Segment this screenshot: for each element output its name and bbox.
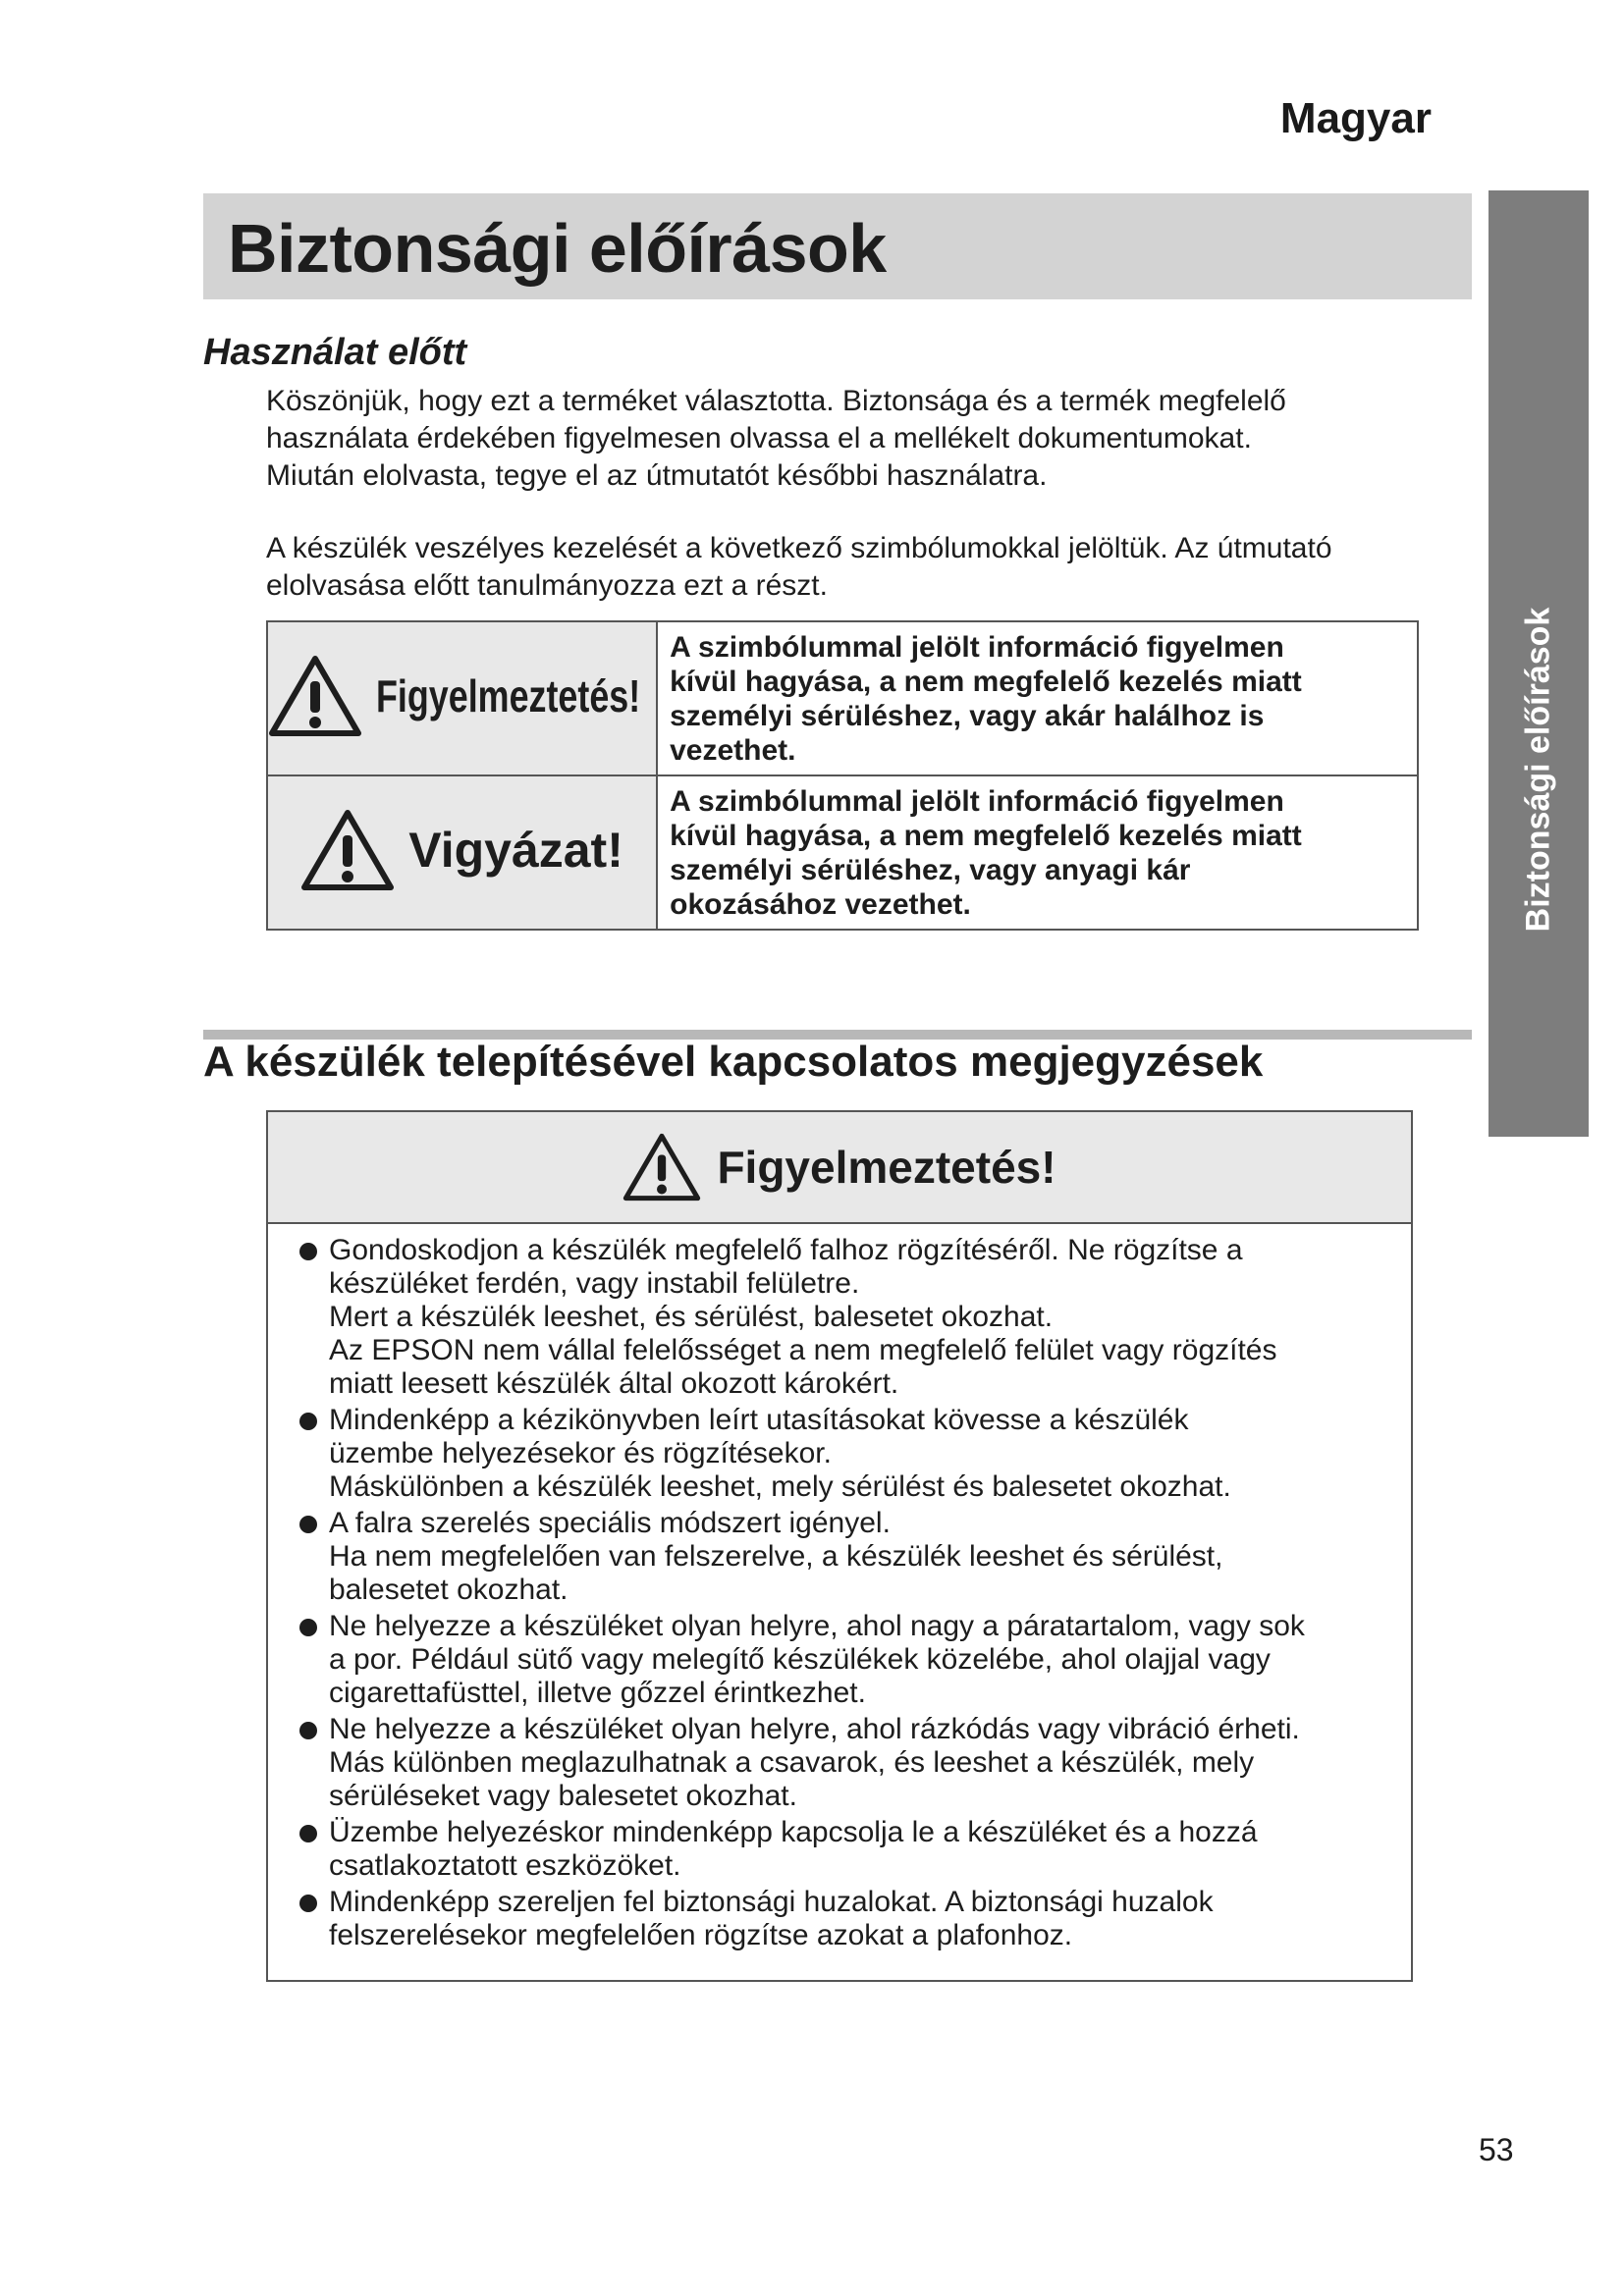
text-line: Máskülönben a készülék leeshet, mely sérülést és balesetet okozhat. xyxy=(329,1470,1231,1503)
text-line: személyi sérüléshez, vagy anyagi kár xyxy=(670,853,1191,886)
text-line: Üzembe helyezéskor mindenképp kapcsolja le a készüléket és a hozzá xyxy=(329,1816,1258,1848)
text-line: Mindenképp szereljen fel biztonsági huzalokat. A biztonsági huzalok xyxy=(329,1886,1214,1918)
text-line: A szimbólummal jelölt információ figyelmen xyxy=(670,784,1284,818)
side-tab-label: Biztonsági előírások xyxy=(1519,607,1557,933)
list-item xyxy=(299,1404,1395,1504)
text-line: üzembe helyezésekor és rögzítésekor. xyxy=(329,1437,832,1469)
text-line: A készülék veszélyes kezelését a következő szimbólumokkal jelöltük. Az útmutató xyxy=(266,532,1332,564)
warning-triangle-icon xyxy=(623,1132,701,1202)
language-label: Magyar xyxy=(1279,94,1432,142)
text-line: a por. Például sütő vagy melegítő készülékek közelébe, ahol olajjal vagy xyxy=(329,1643,1271,1676)
warning-list xyxy=(268,1224,1411,1952)
text-line: balesetet okozhat. xyxy=(329,1574,568,1606)
text-line: használata érdekében figyelmesen olvassa el a mellékelt dokumentumokat. xyxy=(266,422,1252,454)
bullet-icon xyxy=(299,1413,317,1430)
text-line: Gondoskodjon a készülék megfelelő falhoz rögzítéséről. Ne rögzítse a xyxy=(329,1234,1243,1266)
warning-box-title: Figyelmeztetés! xyxy=(717,1142,1056,1193)
text-line: sérüléseket vagy balesetet okozhat. xyxy=(329,1780,797,1812)
bullet-icon xyxy=(299,1516,317,1533)
text-line: Mindenképp a kézikönyvben leírt utasításokat kövesse a készülék xyxy=(329,1404,1189,1436)
text-line: Más különben meglazulhatnak a csavarok, és leeshet a készülék, mely xyxy=(329,1746,1255,1779)
text-line: személyi sérüléshez, vagy akár halálhoz is xyxy=(670,699,1265,732)
text-line: Ne helyezze a készüléket olyan helyre, ahol rázkódás vagy vibráció érheti. xyxy=(329,1713,1300,1745)
text-line: elolvasása előtt tanulmányozza ezt a részt. xyxy=(266,569,828,602)
list-item xyxy=(299,1610,1395,1710)
symbol-cell-caution xyxy=(267,775,657,930)
warning-triangle-icon xyxy=(268,654,362,738)
bullet-icon xyxy=(299,1895,317,1912)
symbol-label-warning: Figyelmeztetés! xyxy=(376,670,641,721)
text-line: Köszönjük, hogy ezt a terméket választotta. Biztonsága és a termék megfelelő xyxy=(266,385,1286,417)
text-line: felszerelésekor megfelelően rögzítse azokat a plafonhoz. xyxy=(329,1919,1073,1951)
warning-triangle-icon xyxy=(300,808,395,892)
bullet-icon xyxy=(299,1825,317,1842)
list-item xyxy=(299,1816,1395,1883)
title-bar xyxy=(203,193,1472,299)
installation-warning-box xyxy=(266,1110,1413,1982)
bullet-icon xyxy=(299,1619,317,1636)
list-item xyxy=(299,1713,1395,1813)
text-line: okozásához vezethet. xyxy=(670,887,971,921)
text-line: Ha nem megfelelően van felszerelve, a készülék leeshet és sérülést, xyxy=(329,1540,1223,1573)
text-line: Mert a készülék leeshet, és sérülést, balesetet okozhat. xyxy=(329,1301,1054,1333)
list-item xyxy=(299,1234,1395,1401)
text-line: cigarettafüsttel, illetve gőzzel érintkezhet. xyxy=(329,1677,866,1709)
page-number: 53 xyxy=(1479,2132,1514,2167)
symbol-description-caution xyxy=(657,775,1418,930)
page-title: Biztonsági előírások xyxy=(228,210,887,287)
list-item xyxy=(299,1507,1395,1607)
text-line: A falra szerelés speciális módszert igényel. xyxy=(329,1507,891,1539)
symbol-legend-table xyxy=(266,620,1419,931)
intro-paragraph-2 xyxy=(266,530,1474,605)
text-line: készüléket ferdén, vagy instabil felületre. xyxy=(329,1267,860,1300)
text-line: kívül hagyása, a nem megfelelő kezelés miatt xyxy=(670,665,1302,698)
symbol-label-caution: Vigyázat! xyxy=(408,823,623,878)
side-tab xyxy=(1489,190,1589,1137)
symbol-row-caution xyxy=(267,775,1418,930)
symbol-row-warning xyxy=(267,621,1418,775)
text-line: miatt leesett készülék által okozott károkért. xyxy=(329,1367,899,1400)
text-line: kívül hagyása, a nem megfelelő kezelés miatt xyxy=(670,819,1302,852)
text-line: Ne helyezze a készüléket olyan helyre, ahol nagy a páratartalom, vagy sok xyxy=(329,1610,1305,1642)
text-line: csatlakoztatott eszközöket. xyxy=(329,1849,681,1882)
warning-box-header xyxy=(268,1112,1411,1224)
symbol-cell-warning xyxy=(267,621,657,775)
text-line: Miután elolvasta, tegye el az útmutatót későbbi használatra. xyxy=(266,459,1048,492)
installation-section-title: A készülék telepítésével kapcsolatos megjegyzések xyxy=(203,1038,1264,1086)
intro-heading: Használat előtt xyxy=(203,332,467,373)
bullet-icon xyxy=(299,1722,317,1739)
list-item xyxy=(299,1886,1395,1952)
bullet-icon xyxy=(299,1243,317,1260)
text-line: Az EPSON nem vállal felelősséget a nem megfelelő felület vagy rögzítés xyxy=(329,1334,1277,1366)
symbol-description-warning xyxy=(657,621,1418,775)
intro-paragraph-1 xyxy=(266,383,1474,495)
text-line: A szimbólummal jelölt információ figyelmen xyxy=(670,630,1284,664)
text-line: vezethet. xyxy=(670,733,796,767)
